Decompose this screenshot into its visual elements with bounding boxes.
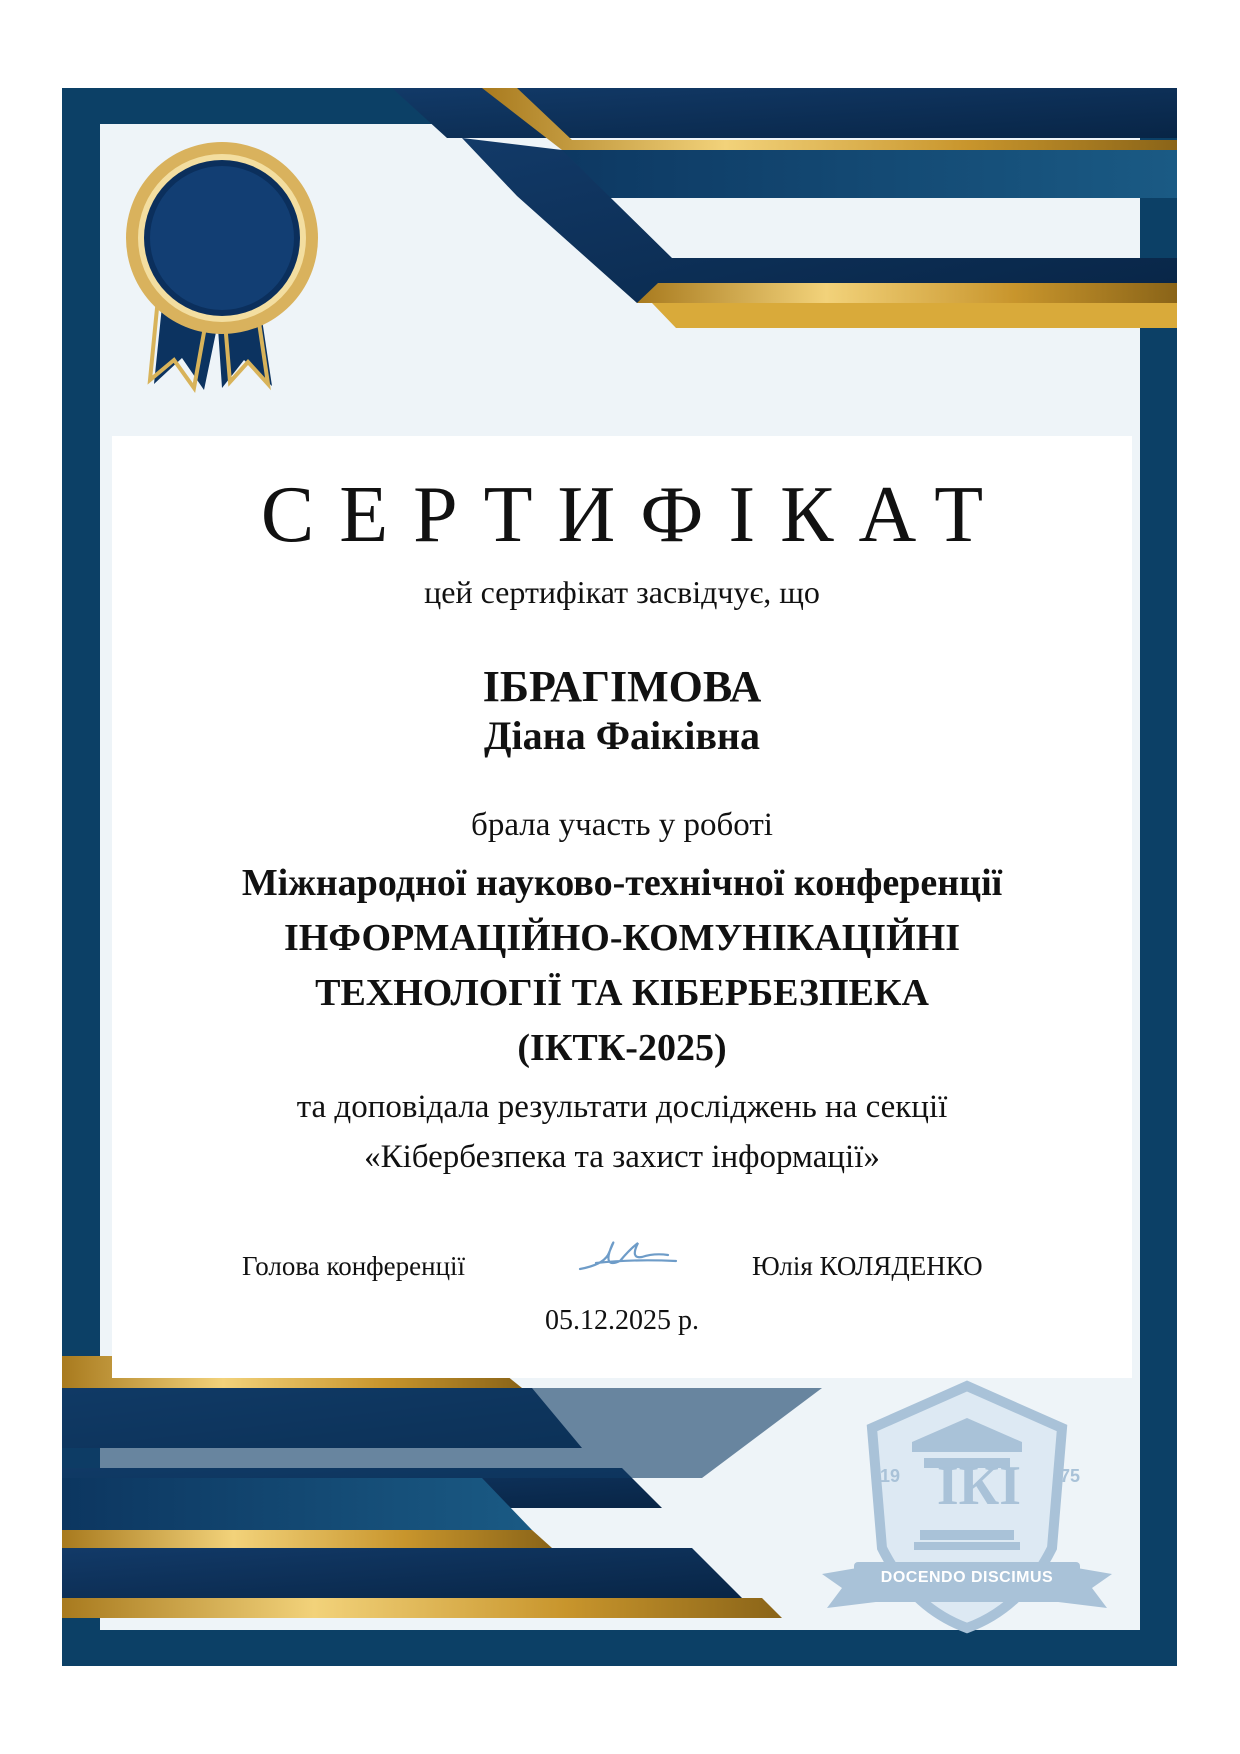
emblem-motto: DOCENDO DISCIMUS <box>880 1569 1054 1586</box>
conference-line-1: Міжнародної науково-технічної конференції <box>241 862 1003 904</box>
bottom-banner-gold-stripe-2 <box>62 1598 782 1618</box>
signature-row <box>112 1251 1132 1291</box>
conference-line-2: ІНФОРМАЦІЙНО-КОМУНІКАЦІЙНІ <box>284 917 960 959</box>
top-banner-gold-stripe-3 <box>652 303 1177 328</box>
conference-line-3: ТЕХНОЛОГІЇ ТА КІБЕРБЕЗПЕКА <box>315 972 929 1014</box>
conference-line-4: (ІКТК-2025) <box>517 1027 727 1069</box>
signature-image <box>572 1225 682 1281</box>
bottom-banner-gold-stripe <box>62 1530 552 1548</box>
bottom-banner-teal <box>62 1478 532 1530</box>
top-banner-gold-stripe-2 <box>637 283 1177 303</box>
emblem-year-left: 19 <box>880 1466 901 1486</box>
certificate-title: СЕРТИФІКАТ <box>260 471 1009 559</box>
recipient-surname: ІБРАГІМОВА <box>482 662 762 711</box>
top-banner-teal <box>517 150 1177 198</box>
emblem-year-right: 75 <box>1059 1466 1080 1486</box>
certificate-body <box>112 437 1132 1377</box>
presentation-text: та доповідала результати досліджень на секції <box>296 1089 948 1125</box>
signatory-role: Голова конференції <box>242 1251 466 1281</box>
recipient-given-names: Діана Фаіківна <box>484 713 760 758</box>
certificate-date: 05.12.2025 р. <box>545 1305 699 1336</box>
signatory-name: Юлія КОЛЯДЕНКО <box>752 1251 983 1281</box>
participation-text: брала участь у роботі <box>471 807 773 843</box>
certificate-subtitle: цей сертифікат засвідчує, що <box>424 574 820 610</box>
emblem-acronym: ІКІ <box>936 1455 1022 1517</box>
section-name: «Кібербезпека та захист інформації» <box>364 1139 880 1175</box>
bottom-banner-navy-2 <box>62 1548 742 1598</box>
